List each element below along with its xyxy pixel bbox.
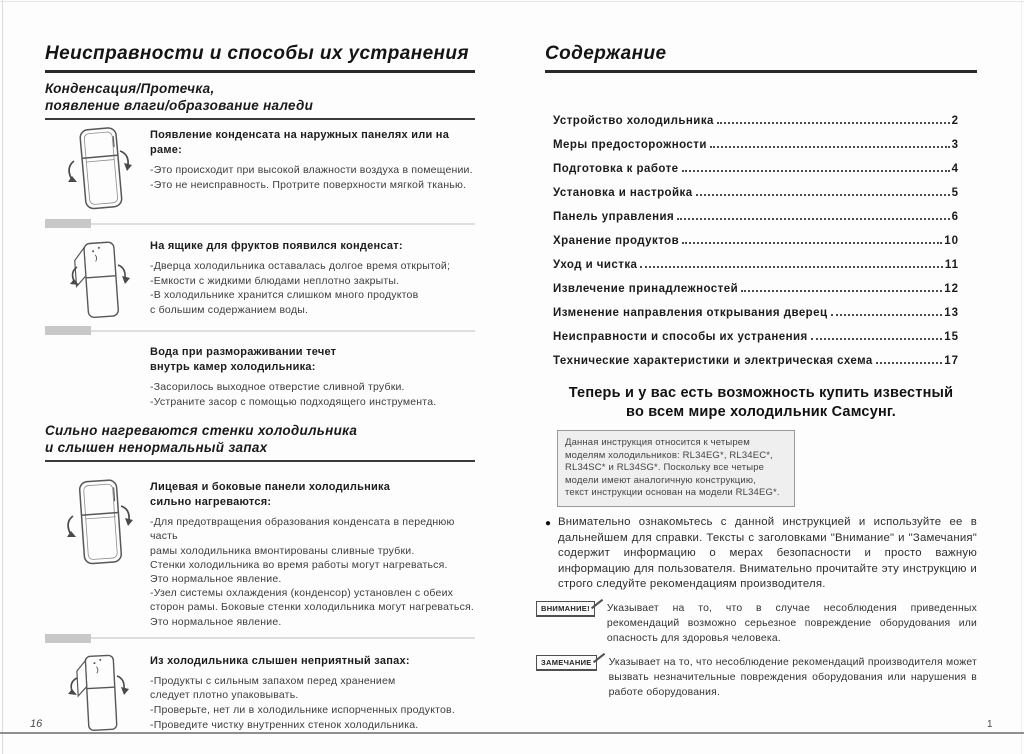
toc-label: Подготовка к работе xyxy=(553,163,679,175)
trouble-item-fruit-box-condensate xyxy=(45,233,475,321)
trouble-title: На ящике для фруктов появился конденсат: xyxy=(150,240,403,252)
toc-entry xyxy=(553,283,959,307)
trouble-title: Из холодильника слышен неприятный запах: xyxy=(150,654,410,667)
trouble-title-line: Лицевая и боковые панели холодильника xyxy=(150,481,391,494)
separator-block xyxy=(45,634,91,643)
toc-leader xyxy=(876,362,942,364)
trouble-line: следует плотно упаковывать. xyxy=(150,689,299,702)
toc-label: Устройство холодильника xyxy=(553,115,714,127)
warning-callout xyxy=(541,601,977,647)
trouble-title xyxy=(150,345,475,375)
toc-page-number: 6 xyxy=(951,211,959,223)
separator-bar xyxy=(45,219,475,228)
trouble-title: Появление конденсата на наружных панелях или на раме: xyxy=(150,129,450,156)
fridge-open-sketch-icon xyxy=(45,648,150,734)
trouble-line: с большим содержанием воды. xyxy=(150,303,309,316)
trouble-item-text xyxy=(150,474,475,629)
model-note-line: моделям холодильников: RL34EG*, RL34EC*, xyxy=(565,449,773,461)
model-note-line: модели имеют аналогичную конструкцию, xyxy=(565,474,756,486)
trouble-item-condensation-panels xyxy=(45,122,475,214)
separator-line xyxy=(91,223,475,225)
trouble-line: -Это не неисправность. Протрите поверхности мягкой тканью. xyxy=(150,178,467,191)
toc-leader xyxy=(811,338,943,340)
model-note-line: текст инструкции основан на модели RL34EG*. xyxy=(565,487,780,499)
page-number-left: 16 xyxy=(30,718,43,730)
trouble-line: -Устраните засор с помощью подходящего инструмента. xyxy=(150,395,437,408)
trouble-line: Стенки холодильника во время работы могут нагреваться. xyxy=(150,558,448,571)
toc-leader xyxy=(831,314,943,316)
toc-page-number: 5 xyxy=(951,187,959,199)
heading-line: и слышен ненормальный запах xyxy=(45,440,268,456)
toc-label: Установка и настройка xyxy=(553,187,693,199)
heading-line: Сильно нагреваются стенки холодильника xyxy=(45,423,358,439)
bullet-icon: ● xyxy=(545,517,552,529)
trouble-item-bad-smell xyxy=(45,648,475,734)
toc-label: Панель управления xyxy=(553,211,675,223)
warning-label-tag: ВНИМАНИЕ! xyxy=(536,601,595,618)
toc-label: Уход и чистка xyxy=(553,259,638,271)
intro-text: Внимательно ознакомьтесь с данной инструкцией и используйте ее в дальнейшем для справки. Тексты с заголовками "Внимание" и "Замечания" содержит информацию о мерах безопасности и просто важную информацию для пользователя. Внимательно прочитайте эту инструкцию и строго следуйте рекомендациям производителя. xyxy=(558,515,977,591)
trouble-line: -Емкости с жидкими блюдами неплотно закрыты. xyxy=(150,274,400,287)
toc-entry xyxy=(553,331,959,355)
trouble-line: -Для предотвращения образования конденсата в переднюю часть xyxy=(150,516,455,543)
trouble-line: -Узел системы охлаждения (конденсор) установлен с обеих xyxy=(150,587,454,600)
troubleshooting-title: Неисправности и способы их устранения xyxy=(45,42,475,73)
separator-block xyxy=(45,326,91,335)
note-callout xyxy=(541,655,977,701)
scan-edge-left xyxy=(2,0,3,754)
heading-line: Конденсация/Протечка, xyxy=(45,81,215,96)
promo-heading xyxy=(545,384,977,421)
toc-entry xyxy=(553,163,959,187)
model-note-line: Данная инструкция относится к четырем xyxy=(565,437,750,448)
toc-leader xyxy=(677,218,949,220)
trouble-line: -В холодильнике хранится слишком много продуктов xyxy=(150,289,419,302)
trouble-line: Это нормальное явление. xyxy=(150,573,282,585)
separator-line xyxy=(91,330,475,332)
toc-leader xyxy=(682,170,950,172)
toc-entry xyxy=(553,211,959,235)
toc-leader xyxy=(741,290,942,292)
table-of-contents xyxy=(545,115,977,379)
section-heading-condensation xyxy=(45,80,475,120)
contents-title: Содержание xyxy=(545,42,977,73)
toc-page-number: 2 xyxy=(951,115,959,127)
trouble-line: -Засорилось выходное отверстие сливной трубки. xyxy=(150,381,405,393)
toc-entry xyxy=(553,235,959,259)
toc-page-number: 3 xyxy=(951,139,959,151)
fridge-open-sketch-icon xyxy=(45,233,150,321)
toc-leader xyxy=(696,194,950,196)
trouble-item-defrost-water xyxy=(150,340,475,409)
toc-leader xyxy=(640,266,942,268)
section-heading-hot-walls xyxy=(45,422,475,462)
warning-text: Указывает на то, что в случае несоблюдения приведенных рекомендаций возможно серьезное повреждение оборудования или опасность для здоровья человека. xyxy=(606,602,977,645)
trouble-line: рамы холодильника вмонтированы сливные трубки. xyxy=(150,544,415,557)
trouble-title xyxy=(150,480,475,510)
note-label-tag: ЗАМЕЧАНИЕ xyxy=(536,655,597,672)
toc-label: Меры предосторожности xyxy=(553,139,707,151)
separator-line xyxy=(91,637,475,639)
toc-label: Неисправности и способы их устранения xyxy=(553,331,808,343)
trouble-line: -Проведите чистку внутренних стенок холодильника. xyxy=(150,718,419,731)
toc-entry xyxy=(553,355,959,379)
trouble-line: сторон рамы. Боковые стенки холодильника могут нагреваться. xyxy=(150,601,475,614)
trouble-title-line: сильно нагреваются: xyxy=(150,496,272,509)
toc-label: Изменение направления открывания дверец xyxy=(553,307,828,319)
footer-rule xyxy=(0,732,1024,734)
toc-entry xyxy=(553,139,959,163)
trouble-item-hot-panels xyxy=(45,474,475,629)
model-note-box xyxy=(557,430,795,507)
toc-entry xyxy=(553,115,959,139)
toc-leader xyxy=(710,146,950,148)
fridge-sketch-icon xyxy=(45,122,150,214)
promo-line: Теперь и у вас есть возможность купить известный xyxy=(568,385,954,401)
scan-edge-right xyxy=(1021,0,1022,754)
toc-page-number: 4 xyxy=(951,163,959,175)
toc-page-number: 11 xyxy=(944,259,959,271)
toc-label: Извлечение принадлежностей xyxy=(553,283,739,295)
trouble-line: -Проверьте, нет ли в холодильнике испорченных продуктов. xyxy=(150,704,455,716)
scan-edge-top xyxy=(0,1,1024,2)
trouble-item-text xyxy=(150,648,475,734)
trouble-item-text xyxy=(150,122,475,214)
separator-bar xyxy=(45,634,475,643)
toc-page-number: 13 xyxy=(944,307,959,319)
trouble-line: -Дверца холодильника оставалась долгое время открытой; xyxy=(150,260,451,272)
toc-page-number: 12 xyxy=(944,283,959,295)
toc-page-number: 15 xyxy=(944,331,959,343)
troubleshooting-page xyxy=(45,42,475,734)
toc-entry xyxy=(553,307,959,331)
toc-leader xyxy=(682,242,942,244)
heading-line: появление влаги/образование наледи xyxy=(45,98,314,113)
intro-paragraph xyxy=(545,515,977,593)
separator-block xyxy=(45,219,91,228)
note-text: Указывает на то, что несоблюдение рекомендаций производителя может вызвать незначительные повреждения оборудования или нарушения в работе оборудования. xyxy=(608,656,977,698)
contents-page xyxy=(541,42,977,700)
trouble-line: -Это происходит при высокой влажности воздуха в помещении. xyxy=(150,164,473,176)
fridge-sketch-icon xyxy=(45,474,150,629)
toc-entry xyxy=(553,187,959,211)
trouble-item-text xyxy=(150,233,475,321)
separator-bar xyxy=(45,326,475,335)
toc-label: Хранение продуктов xyxy=(553,235,680,247)
trouble-line: -Продукты с сильным запахом перед хранением xyxy=(150,674,396,687)
toc-leader xyxy=(717,122,950,124)
trouble-title-line: внутрь камер холодильника: xyxy=(150,361,316,373)
page-number-right: 1 xyxy=(987,719,993,730)
trouble-line: Это нормальное явление. xyxy=(150,615,282,628)
model-note-line: RL34SC* и RL34SG*. Поскольку все четыре xyxy=(565,462,765,474)
promo-line: во всем мире холодильник Самсунг. xyxy=(626,403,896,420)
trouble-title-line: Вода при размораживании течет xyxy=(150,346,337,358)
toc-page-number: 17 xyxy=(944,355,959,367)
toc-page-number: 10 xyxy=(944,235,959,247)
toc-entry xyxy=(553,259,959,283)
toc-label: Технические характеристики и электрическая схема xyxy=(553,355,873,367)
